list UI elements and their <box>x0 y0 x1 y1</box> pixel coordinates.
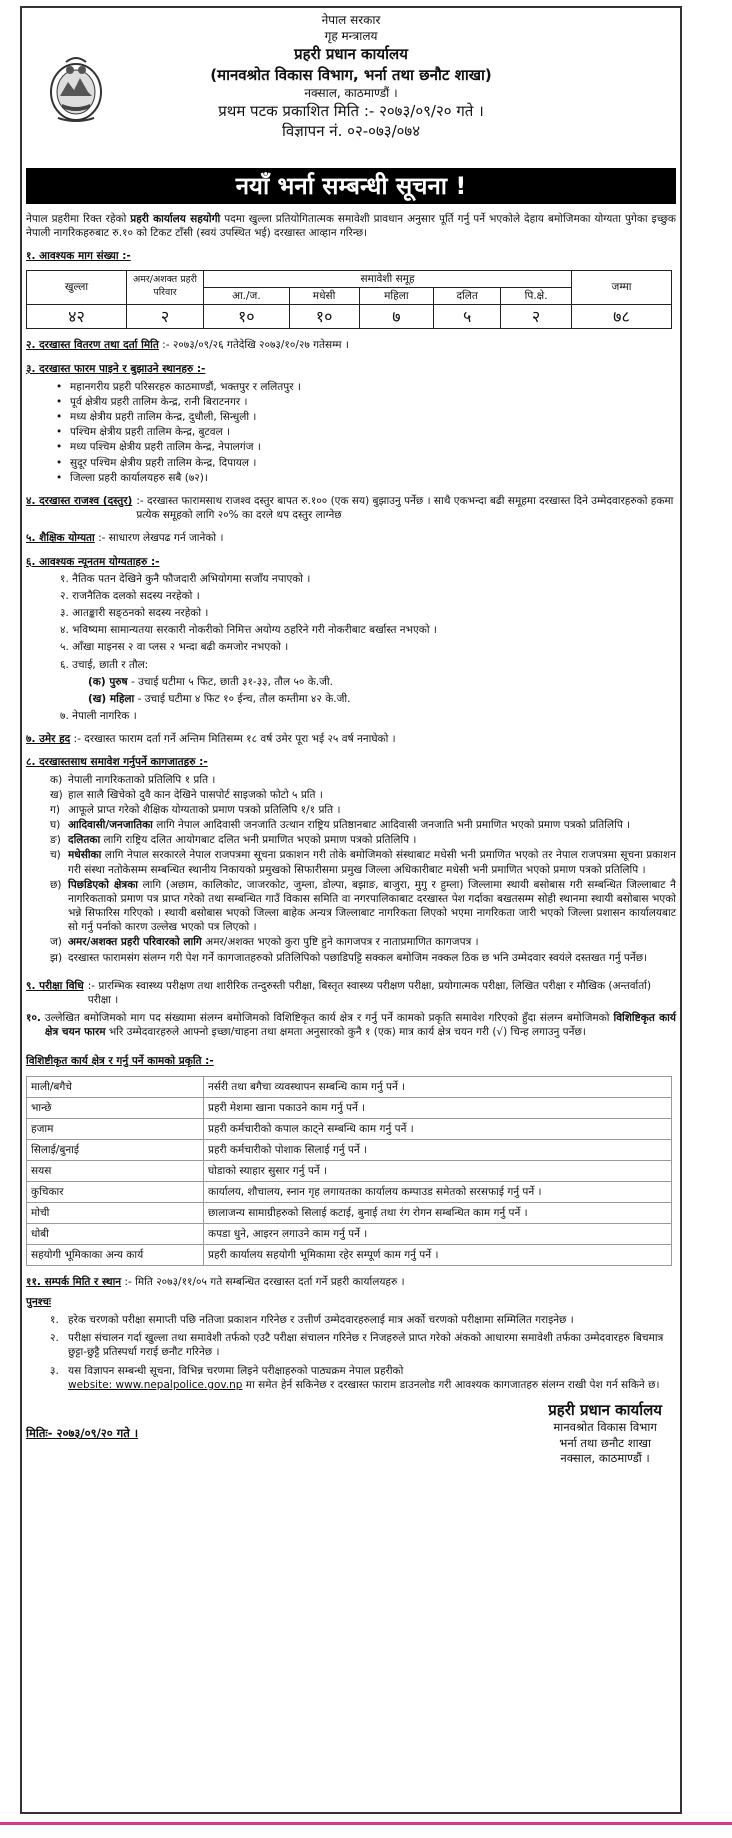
table-row <box>27 1160 672 1181</box>
section-text: :- साधारण लेखपढ गर्न जानेको । <box>98 532 224 545</box>
work-nature-cell: कार्यालय, शौचालय, स्नान गृह लगायतका कार्यालय कम्पाउड समेतको सरसफाई गर्नु पर्ने । <box>204 1181 672 1202</box>
section-text: :- २०७३/०९/२६ गतेदेखि २०७३/१०/२७ गतेसम्म । <box>162 339 349 352</box>
list-item: • पश्चिम क्षेत्रीय प्रहरी तालिम केन्द्र, बुटवल । <box>56 425 676 439</box>
table-row <box>27 1223 672 1244</box>
item-text <box>68 833 676 847</box>
list-item: ५. आँखा माइनस २ वा प्लस २ भन्दा बढी कमजोर नभएको । <box>60 641 289 654</box>
item-bold: आदिवासी/जनजातिका <box>68 819 153 832</box>
list-item: • मध्य पश्चिम क्षेत्रीय प्रहरी तालिम केन्द्र, नेपालगंज । <box>56 440 676 454</box>
item-text <box>68 803 676 817</box>
section-text: :- मिति २०७३/११/०५ गते सम्बन्धित दरखास्त दर्ता गर्ने प्रहरी कार्यालयहरु । <box>124 1275 405 1288</box>
note-text: यस विज्ञापन सम्बन्धी सूचना, विभिन्न चरणमा लिइने परीक्षाहरुको पाठ्यक्रम नेपाल प्रहरीको <box>68 1364 404 1377</box>
item-key: क) <box>50 773 63 786</box>
item-bold: दलितका <box>68 834 101 847</box>
list-item <box>50 1313 676 1327</box>
item-key: च) <box>50 849 61 862</box>
male-label: (क) पुरुष <box>88 675 128 688</box>
col-group: महिला <box>359 287 434 304</box>
work-nature-cell: प्रहरी कर्मचारीको पोशाक सिलाई गर्नु पर्ने । <box>204 1139 672 1160</box>
item-value: लागि नेपाल आदिवासी जनजाति उत्थान राष्ट्रिय प्रतिष्ठानबाट आदिवासी जनजाति भनी प्रमाणित भएको प्रमाण पत्रको प्रतिलिपि । <box>152 819 631 832</box>
section-title: ८. दरखास्तसाथ समावेश गर्नुपर्ने कागजातहरु :- <box>26 756 208 769</box>
item-text <box>68 773 676 787</box>
item-text <box>68 935 676 949</box>
section-title: ४. दरखास्त राजश्व (दस्तुर) <box>26 495 133 507</box>
section-text: :- दरखास्त फारामसाथ राजश्व दस्तुर बापत रु.१०० (एक सय) बुझाउनु पर्नेछ । साथै एकभन्दा बढी समूहमा दरखास्त दिने उम्मेदवारहरुको हकमा प्रत्येक समूहको लागि २०% का दरले थप दस्तुर लाग्नेछ <box>136 495 674 522</box>
section-title: ९. परीक्षा विधि <box>26 979 84 992</box>
item-key: ग) <box>50 803 61 816</box>
male-text: - उचाई घटीमा ५ फिट, छाती ३१-३३, तौल ५० के.जी. <box>127 675 333 688</box>
item-value: हाल सालै खिचेको दुवै कान देखिने पासपोर्ट साइजको फोटो ५ प्रति । <box>68 788 323 801</box>
section-education <box>26 531 676 545</box>
qualification-list <box>60 572 676 724</box>
list-item: ७. नेपाली नागरिक । <box>60 710 137 723</box>
footer <box>26 1400 676 1490</box>
item-value: लागि (अछाम, कालिकोट, जाजरकोट, जुम्ला, डोल्पा, बझाङ, बाजुरा, मुगु र हुम्ला) जिल्लामा स्थायी बसोबास गरी सम्बन्धित जिल्लाबाट नै नागरिकताको प्रमाण पत्र प्राप्त गरेको तथा सम्बन्धित गाउँ विकास समिति वा नगरपालिकाबाट दरखास्त पेश गर्दाका बखतसम्म सोही स्थानमा स्थायी बसोबास भएको भन्ने सिफारिस गरिएको । स्थायी बसोबास भएको जिल्ला बाहेक अन्यत्र जिल्लाबाट नागरिकता लिएको भएमा नागरिकता जारी भएको जिल्ला प्रशासन कार्यालयबाट सो गर्नु पर्नाको कारण उल्लेख भएको पत्र लिएको । <box>68 878 676 934</box>
header <box>26 12 676 164</box>
section-qualifications <box>26 555 676 724</box>
section-title: विशिष्टीकृत कार्य क्षेत्र र गर्नु पर्ने कामको प्रकृति :- <box>26 1054 214 1067</box>
item-text: हरेक चरणको परीक्षा समाप्ती पछि नतिजा प्रकाशन गरिनेछ र उत्तीर्ण उम्मेदवारहरुलाई मात्र अर्को चरणको परीक्षामा सम्मिलित गराइनेछ । <box>68 1314 574 1327</box>
section-title: पुनश्चः <box>26 1295 52 1308</box>
value-cell: ४२ <box>27 304 127 329</box>
work-nature-cell: घोडाको स्याहार सुसार गर्नु पर्ने । <box>204 1160 672 1181</box>
post-name: प्रहरी कार्यालय सहयोगी <box>130 213 221 225</box>
col-group: आ./ज. <box>204 287 290 304</box>
item-key: २. <box>50 1332 59 1345</box>
notice-banner: नयाँ भर्ना सम्बन्धी सूचना ! <box>26 168 676 204</box>
female-label: (ख) महिला <box>88 692 135 705</box>
list-item: • पूर्व क्षेत्रीय प्रहरी तालिम केन्द्र, रानी बिराटनगर । <box>56 395 676 409</box>
work-area-cell: भान्छे <box>27 1097 204 1118</box>
item-key: छ) <box>50 878 62 891</box>
work-area-cell: हजाम <box>27 1118 204 1139</box>
list-item <box>50 1331 676 1359</box>
item-value: आफूले प्राप्त गरेको शैक्षिक योग्यताको प्रमाण पत्रको प्रतिलिपि १/१ प्रति । <box>68 803 341 816</box>
section-documents <box>26 755 676 964</box>
list-item: १. नैतिक पतन देखिने कुनै फौजदारी अभियोगमा सजाँय नपाएको । <box>60 572 311 585</box>
section-text: :- दरखास्त फाराम दर्ता गर्ने अन्तिम मितिसम्म १८ वर्ष उमेर पूरा भई २५ वर्ष ननाघेको । <box>73 733 396 746</box>
location-list <box>56 380 676 485</box>
table-row <box>27 1076 672 1097</box>
item-key: ख) <box>50 788 63 801</box>
work-nature-cell: प्रहरी मेशमा खाना पकाउने काम गर्नु पर्ने । <box>204 1097 672 1118</box>
section-fee <box>26 494 676 522</box>
section-text: :- प्रारम्भिक स्वास्थ्य परीक्षण तथा शारीरिक तन्दुरुस्ती परीक्षा, बिस्तृत स्वास्थ्य परीक्षण परीक्षा, प्रयोगात्मक परीक्षा, लिखित परीक्षा र मौखिक (अन्तर्वार्ता) परीक्षा । <box>87 979 652 1006</box>
item-text <box>68 878 676 935</box>
list-item: ४. भविष्यमा सामान्यतया सरकारी नोकरीको निमित्त अयोग्य ठहरिने गरी नोकरीबाट बर्खास्त नभएको । <box>60 624 437 637</box>
list-item-female <box>88 692 676 706</box>
table-row <box>27 1118 672 1139</box>
table-row <box>27 1139 672 1160</box>
list-item <box>50 848 676 876</box>
section-notes <box>26 1295 676 1392</box>
signature-line: मानवश्रोत विकास विभाग <box>553 1420 657 1435</box>
list-item <box>50 833 676 847</box>
work-table <box>26 1076 672 1266</box>
work-area-cell: मोची <box>27 1202 204 1223</box>
nepal-emblem-icon <box>48 52 104 124</box>
website-link[interactable]: website: www.nepalpolice.gov.np <box>68 1378 243 1391</box>
list-item <box>50 788 676 802</box>
section-age <box>26 732 676 746</box>
demand-table <box>26 270 672 330</box>
item-text <box>68 1364 676 1392</box>
list-item-male <box>88 675 676 689</box>
section-locations <box>26 362 676 485</box>
item-text <box>68 848 676 876</box>
item-key: १. <box>50 1314 59 1327</box>
section-title: ७. उमेर हद <box>26 733 71 746</box>
item-key: ३. <box>50 1364 59 1377</box>
value-cell: २ <box>501 304 572 329</box>
section-work-nature <box>26 1054 676 1266</box>
list-item: ६. उचाई, छाती र तौल: <box>60 658 149 671</box>
work-nature-cell: छालाजन्य सामाग्रीहरुको सिलाई कटाई, बुनाई तथा रंग रोगन सम्बन्धित काम गर्नु पर्ने । <box>204 1202 672 1223</box>
work-area-cell: सिलाई/बुनाई <box>27 1139 204 1160</box>
value-cell: ७८ <box>572 304 672 329</box>
work-area-cell: सयस <box>27 1160 204 1181</box>
section-dates <box>26 338 676 352</box>
item-value: लागि राष्ट्रिय दलित आयोगबाट दलित भनी प्रमाणित भएको प्रमाण पत्रको प्रतिलिपि । <box>100 834 417 847</box>
col-inclusive: समावेशी समूह <box>204 270 572 287</box>
item-key: घ) <box>50 819 61 832</box>
value-cell: १० <box>289 304 359 329</box>
item-key: ङ) <box>50 834 61 847</box>
col-total: जम्मा <box>572 270 672 304</box>
work-area-cell: कुचिकार <box>27 1181 204 1202</box>
signature-line: भर्ना तथा छनौट शाखा <box>559 1435 651 1450</box>
work-nature-cell: प्रहरी कर्मचारीको कपाल काट्ने सम्बन्धि काम गर्नु पर्ने । <box>204 1118 672 1139</box>
list-item: २. राजनैतिक दलको सदस्य नरहेको । <box>60 589 200 602</box>
item-bold: मधेसीका <box>68 849 102 862</box>
col-open: खुल्ला <box>27 270 127 304</box>
list-item <box>50 951 676 965</box>
signature-line: नक्साल, काठमाण्डौं । <box>560 1451 650 1466</box>
list-item <box>50 773 676 787</box>
female-text: - उचाई घटीमा ४ फिट १० ईन्च, तौल कम्तीमा ४२ के.जी. <box>134 692 351 705</box>
col-group: पि.क्षे. <box>501 287 572 304</box>
item-value: नेपाली नागरिकताको प्रतिलिपि १ प्रति । <box>68 773 216 786</box>
list-item <box>50 935 676 949</box>
note-text: मा समेत हेर्न सकिनेछ र दरखास्त फाराम डाउनलोड गरी आवश्यक कागजातहरु संलग्न राखी पेश गर्न सकिने छ। <box>242 1378 660 1391</box>
text-part: भरि उम्मेदवारहरुले आफ्नो इच्छा/चाहना तथा क्षमता अनुसारको कुनै १ (एक) मात्र कार्य क्षेत्र चयन गरी (√) चिन्ह लगाउनु पर्नेछ। <box>105 1026 586 1039</box>
section-title: ५. शैक्षिक योग्यता <box>26 532 95 545</box>
work-nature-cell: प्रहरी कार्यालय सहयोगी भूमिकामा रहेर सम्पूर्ण काम गर्नु पर्ने । <box>204 1244 672 1265</box>
section-exam <box>26 979 676 1007</box>
value-cell: १० <box>204 304 290 329</box>
col-disabled-family: अमर/अशक्त प्रहरी परिवार <box>127 270 204 304</box>
bottom-rule <box>0 1822 732 1825</box>
section-title: ३. दरखास्त फारम पाइने र बुझाउने स्थानहरु :- <box>26 362 206 375</box>
item-bold: पिछडिएको क्षेत्रका <box>68 878 139 891</box>
list-item: • सुदूर पश्चिम क्षेत्रीय प्रहरी तालिम केन्द्र, दिपायल । <box>56 456 676 470</box>
signature-block <box>548 1400 662 1467</box>
item-text <box>68 951 676 965</box>
section-workarea <box>26 1011 676 1039</box>
document-list <box>50 773 676 965</box>
work-area-cell: माली/बगैचे <box>27 1076 204 1097</box>
section-contact <box>26 1275 676 1289</box>
list-item <box>50 803 676 817</box>
section-title: ११. सम्पर्क मिति र स्थान <box>26 1275 122 1288</box>
item-key: झ) <box>50 951 63 964</box>
work-area-cell: धोबी <box>27 1223 204 1244</box>
work-area-cell: सहयोगी भूमिकाका अन्य कार्य <box>27 1244 204 1265</box>
list-item <box>50 818 676 832</box>
intro-paragraph <box>26 212 676 240</box>
advertisement-number: विज्ञापन नं. ०२-०७३/०७४ <box>281 122 421 141</box>
work-nature-cell: नर्सरी तथा बगैचा व्यवस्थापन सम्बन्धि काम गर्नु पर्ने । <box>204 1076 672 1097</box>
text-part: उल्लेखित बमोजिमको माग पद संख्यामा संलग्न बमोजिमको विशिष्टिकृत कार्य क्षेत्र र गर्नु पर्ने कामको प्रकृति समावेश गरिएको हुँदा संलग्न बमोजिमको <box>44 1012 614 1025</box>
table-row <box>27 1181 672 1202</box>
item-text <box>68 788 676 802</box>
list-item <box>50 1364 676 1392</box>
value-cell: २ <box>127 304 204 329</box>
department-name: (मानवश्रोत विकास विभाग, भर्ना तथा छनौट शाखा) <box>210 65 492 84</box>
work-nature-cell: कपडा धुने, आइरन लगाउने काम गर्नु पर्ने । <box>204 1223 672 1244</box>
item-text <box>68 818 676 832</box>
item-text: परीक्षा संचालन गर्दा खुल्ला तथा समावेशी तर्फको एउटै परीक्षा संचालन गरिनेछ र निजहरुले प्राप्त गरेको अंकको आधारमा समावेशी तर्फका उम्मेदवारहरु बिचमात्र छुट्टा-छुट्टै प्रतिस्पर्धा गराई छनौट गरिनेछ । <box>68 1332 664 1359</box>
notice-content <box>26 12 676 1490</box>
office-name: प्रहरी प्रधान कार्यालय <box>294 45 408 64</box>
table-row <box>27 1244 672 1265</box>
section-text <box>45 1011 676 1039</box>
list-item: ३. आतङ्कारी सङ्ठनको सदस्य नरहेको । <box>60 607 209 620</box>
signature-title: प्रहरी प्रधान कार्यालय <box>548 1400 662 1419</box>
publish-date: प्रथम पटक प्रकाशित मिति :- २०७३/०९/२० गते । <box>218 102 484 121</box>
list-item: • महानगरीय प्रहरी परिसरहरु काठमाण्डौं, भक्तपुर र ललितपुर । <box>56 380 676 394</box>
section-title: २. दरखास्त वितरण तथा दर्ता मिति <box>26 339 159 352</box>
table-row <box>27 1202 672 1223</box>
form-name: विशिष्टिकृत कार्य क्षेत्र चयन फारम <box>44 1012 676 1039</box>
intro-text: पदमा खुल्ला प्रतियोगितात्मक समावेशी प्रावधान अनुसार पूर्ति गर्नु पर्ने भएकोले देहाय बमोजिमका योग्यता पुगेका इच्छुक नेपाली नागरिकहरुबाट रु.१० को टिकट टाँसी (स्वयं उपस्थित भई) दरखास्त आव्हान गरिन्छ। <box>26 213 676 240</box>
footer-date: मितिः- २०७३/०९/२० गते । <box>26 1425 139 1440</box>
office-address: नक्साल, काठमाण्डौं । <box>304 85 398 100</box>
section-demand <box>26 249 676 329</box>
item-value: लागि नेपाल सरकारले नेपाल राजपत्रमा सूचना प्रकाशन गरी तोके बमोजिमको संस्थाबाट मधेसी भनी प्रमाणित भएको तर नेपाल राजपत्रमा सूचना प्रकाशन गरी संस्था नतोकेसम्म सम्बन्धित स्थानीय निकायको प्रमुखको सिफारीसमा प्रमुख जिल्ला अधिकारीबाट मधेसी भनी प्रमाणित भएको प्रमाण पत्रको प्रतिलिपि । <box>68 849 676 876</box>
item-value: अमर/अशक्त भएको कुरा पुष्टि हुने कागजपत्र र नाताप्रमाणित कागजपत्र । <box>201 936 479 949</box>
section-title: १. आवश्यक माग संख्या :- <box>26 250 131 263</box>
ministry-name: गृह मन्त्रालय <box>324 29 378 44</box>
col-group: मधेसी <box>289 287 359 304</box>
item-value: दरखास्त फारामसंग संलग्न गरी पेश गर्ने कागजातहरुको प्रतिलिपिको पछाडिपट्टि सक्कल बमोजिम नक्कल ठिक छ भनि उम्मेदवार स्वयंले दस्तखत गर्नु पर्नेछ। <box>68 951 648 964</box>
col-group: दलित <box>434 287 501 304</box>
list-item: • मध्य क्षेत्रीय प्रहरी तालिम केन्द्र, दुधौली, सिन्धुली । <box>56 410 676 424</box>
section-title: ६. आवश्यक न्यूनतम योग्यताहरु :- <box>26 555 160 568</box>
section-number: १०. <box>26 1012 41 1025</box>
value-cell: ५ <box>434 304 501 329</box>
intro-text: नेपाल प्रहरीमा रिक्त रहेको <box>26 213 131 225</box>
item-key: ज) <box>50 936 62 949</box>
list-item <box>50 878 676 935</box>
item-bold: अमर/अशक्त प्रहरी परिवारको लागि <box>68 936 202 949</box>
value-cell: ७ <box>359 304 434 329</box>
table-row <box>27 1097 672 1118</box>
list-item: • जिल्ला प्रहरी कार्यालयहरु सबै (७२)। <box>56 471 676 485</box>
notes-list <box>50 1313 676 1392</box>
government-name: नेपाल सरकार <box>321 13 381 27</box>
